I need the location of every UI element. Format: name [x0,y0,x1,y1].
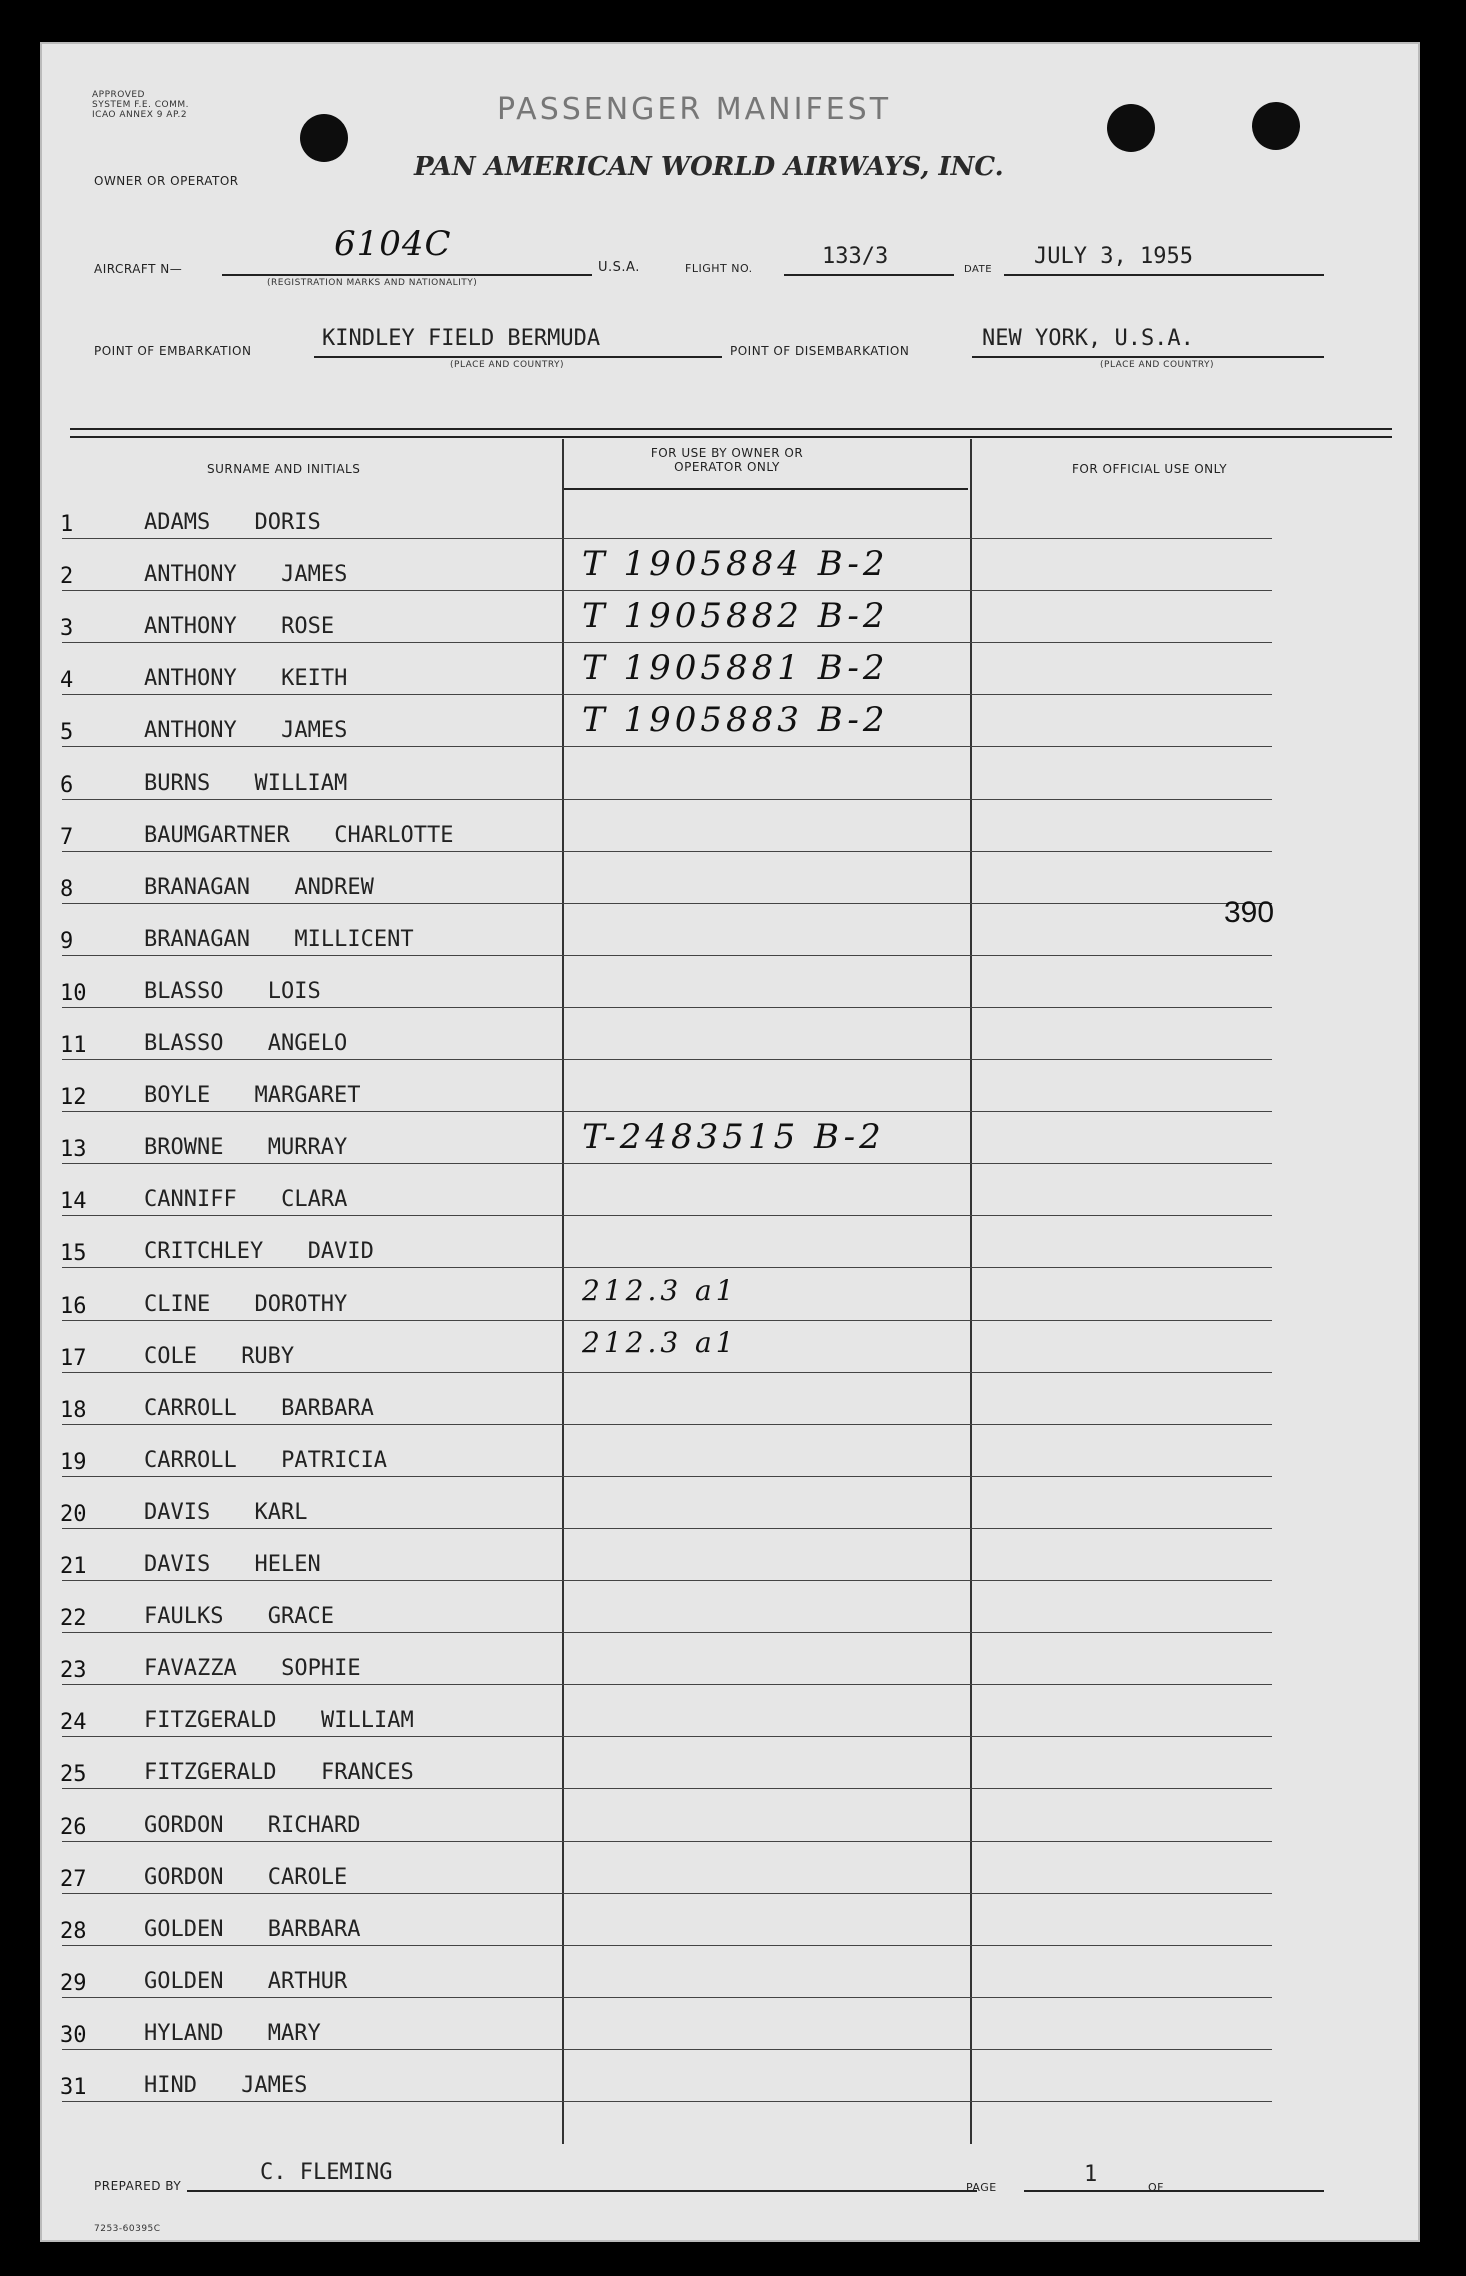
passenger-given-name: RICHARD [267,1812,361,1838]
passenger-given-name: KARL [254,1499,308,1525]
official-note: 390 [1224,896,1275,929]
punch-hole [1107,104,1155,152]
punch-hole [1252,102,1300,150]
row-number: 25 [60,1762,87,1788]
passenger-given-name: DAVID [307,1239,374,1265]
embark-sub: (PLACE AND COUNTRY) [450,360,565,370]
passenger-given-name: KEITH [281,666,348,692]
row-rule [62,1372,1272,1373]
passenger-surname: BURNS [144,770,211,796]
flight-value: 133/3 [822,244,889,269]
row-number: 17 [60,1345,87,1371]
row-number: 18 [60,1397,87,1423]
passenger-surname: ANTHONY [144,666,237,692]
passenger-surname: COLE [144,1343,197,1369]
row-number: 4 [60,668,74,694]
embark-value: KINDLEY FIELD BERMUDA [322,326,601,351]
row-number: 27 [60,1866,87,1892]
row-number: 31 [60,2075,87,2100]
flight-underline [784,274,954,276]
row-rule [62,851,1272,852]
row-rule [62,2049,1272,2050]
owner-use-entry: T 1905884 B-2 [582,544,889,585]
row-number: 24 [60,1710,87,1736]
page-underline [1024,2190,1324,2192]
passenger-surname: BOYLE [144,1083,211,1109]
punch-hole [300,114,348,162]
passenger-surname: DAVIS [144,1552,211,1577]
disembark-label: POINT OF DISEMBARKATION [730,344,910,358]
owner-value: PAN AMERICAN WORLD AIRWAYS, INC. [414,152,1004,182]
passenger-surname: CANNIFF [144,1187,237,1213]
passenger-given-name: RUBY [241,1343,295,1369]
passenger-given-name: WILLIAM [254,770,348,796]
row-number: 3 [60,616,74,642]
header-underline [564,488,968,490]
manifest-page [40,42,1420,2242]
passenger-surname: GOLDEN [144,1916,224,1942]
date-underline [1004,274,1324,276]
page-label: PAGE [966,2181,997,2194]
row-number: 11 [60,1033,87,1058]
passenger-given-name: JAMES [281,718,348,744]
passenger-surname: CRITCHLEY [144,1239,264,1265]
column-header-surname: SURNAME AND INITIALS [207,462,361,476]
passenger-surname: FAULKS [144,1604,224,1630]
row-number: 7 [60,824,74,850]
approval-line: APPROVED [92,90,145,100]
passenger-surname: CLINE [144,1291,211,1317]
passenger-surname: ANTHONY [144,562,237,588]
passenger-given-name: MILLICENT [294,926,414,952]
passenger-given-name: JAMES [281,562,348,588]
row-rule [62,1684,1272,1685]
row-number: 20 [60,1501,87,1527]
owner-label: OWNER OR OPERATOR [94,174,239,188]
aircraft-underline [222,274,592,276]
owner-use-entry: T-2483515 B-2 [582,1117,885,1158]
passenger-given-name: ANGELO [267,1031,348,1056]
row-rule [62,955,1272,956]
row-rule [62,2101,1272,2102]
owner-use-entry: 212.3 a1 [582,1273,738,1307]
row-rule [62,799,1272,800]
row-rule [62,1059,1272,1060]
row-number: 22 [60,1606,87,1632]
prepared-underline [187,2190,977,2192]
passenger-surname: BLASSO [144,978,224,1004]
disembark-value: NEW YORK, U.S.A. [982,326,1194,351]
row-number: 26 [60,1814,87,1840]
passenger-given-name: JAMES [241,2073,308,2098]
row-rule [62,1632,1272,1633]
passenger-given-name: ARTHUR [267,1968,348,1994]
row-number: 10 [60,980,87,1006]
passenger-given-name: MARGARET [254,1083,361,1109]
row-rule [62,1736,1272,1737]
passenger-given-name: MURRAY [267,1135,348,1161]
row-rule [62,1997,1272,1998]
row-rule [62,1528,1272,1529]
embark-label: POINT OF EMBARKATION [94,344,252,358]
passenger-given-name: BARBARA [267,1916,361,1942]
row-rule [62,1111,1272,1112]
passenger-surname: DAVIS [144,1499,211,1525]
row-rule [62,1215,1272,1216]
row-number: 8 [60,876,74,902]
passenger-surname: BAUMGARTNER [144,822,290,848]
passenger-surname: ANTHONY [144,614,237,640]
approval-line: ICAO ANNEX 9 AP.2 [92,110,188,120]
row-rule [62,1893,1272,1894]
passenger-given-name: CLARA [281,1187,348,1213]
flight-label: FLIGHT NO. [685,262,753,275]
owner-use-entry: T 1905883 B-2 [582,700,889,741]
row-rule [62,1424,1272,1425]
passenger-surname: FAVAZZA [144,1656,237,1682]
passenger-given-name: CAROLE [267,1864,348,1890]
passenger-surname: ANTHONY [144,718,237,744]
approval-line: SYSTEM F.E. COMM. [92,100,189,110]
row-rule [62,1007,1272,1008]
passenger-given-name: GRACE [267,1604,335,1630]
passenger-surname: BROWNE [144,1135,224,1161]
row-rule [62,903,1272,904]
date-label: DATE [964,264,993,275]
passenger-surname: FITZGERALD [144,1708,277,1734]
passenger-given-name: ANDREW [294,874,374,900]
row-number: 16 [60,1293,87,1319]
passenger-given-name: SOPHIE [281,1656,361,1682]
passenger-surname: HIND [144,2073,197,2098]
row-rule [62,1320,1272,1321]
row-rule [62,1788,1272,1789]
passenger-given-name: CHARLOTTE [334,822,454,848]
row-number: 23 [60,1658,87,1684]
passenger-surname: FITZGERALD [144,1760,277,1786]
row-rule [62,1267,1272,1268]
passenger-given-name: WILLIAM [321,1708,414,1734]
owner-use-entry: T 1905882 B-2 [582,596,889,637]
row-rule [62,1163,1272,1164]
of-label: OF [1148,2181,1164,2194]
aircraft-sub: (REGISTRATION MARKS AND NATIONALITY) [267,278,478,288]
row-rule [62,1841,1272,1842]
row-rule [62,746,1272,747]
passenger-surname: GORDON [144,1812,224,1838]
passenger-surname: HYLAND [144,2020,224,2046]
approval-stamp [92,90,189,120]
form-number: 7253-60395C [94,2224,161,2234]
passenger-given-name: MARY [267,2020,321,2046]
date-value: JULY 3, 1955 [1034,244,1193,269]
embark-underline [314,356,722,358]
passenger-surname: BLASSO [144,1031,224,1056]
prepared-value: C. FLEMING [260,2160,393,2185]
passenger-surname: CARROLL [144,1395,237,1421]
usa-label: U.S.A. [598,260,640,275]
disembark-sub: (PLACE AND COUNTRY) [1100,360,1215,370]
passenger-given-name: ROSE [281,614,335,640]
table-top-rule [70,428,1392,430]
row-rule [62,1580,1272,1581]
row-number: 30 [60,2022,87,2048]
row-number: 14 [60,1189,87,1215]
passenger-given-name: DOROTHY [254,1291,348,1317]
row-rule [62,590,1272,591]
passenger-given-name: BARBARA [281,1395,374,1421]
row-number: 9 [60,928,74,954]
passenger-given-name: PATRICIA [281,1447,388,1473]
owner-use-entry: 212.3 a1 [582,1325,738,1359]
row-number: 13 [60,1137,87,1163]
aircraft-label: AIRCRAFT N— [94,262,183,276]
column-header-owner-use: FOR USE BY OWNER OR OPERATOR ONLY [650,446,804,474]
row-number: 28 [60,1918,87,1944]
row-rule [62,1945,1272,1946]
passenger-given-name: HELEN [254,1552,321,1577]
passenger-surname: BRANAGAN [144,926,250,952]
aircraft-value: 6104C [334,224,452,264]
page-title: PASSENGER MANIFEST [497,92,892,127]
row-number: 1 [60,512,74,537]
row-rule [62,694,1272,695]
row-rule [62,642,1272,643]
prepared-label: PREPARED BY [94,2179,182,2193]
row-number: 5 [60,720,74,746]
row-rule [62,1476,1272,1477]
row-rule [62,538,1272,539]
row-number: 29 [60,1970,87,1996]
row-number: 12 [60,1085,87,1111]
passenger-given-name: FRANCES [321,1760,414,1786]
passenger-surname: BRANAGAN [144,874,250,900]
passenger-surname: GORDON [144,1864,224,1890]
passenger-given-name: DORIS [254,510,321,535]
passenger-surname: CARROLL [144,1447,237,1473]
passenger-surname: ADAMS [144,510,211,535]
table-top-rule [70,436,1392,438]
column-header-official-use: FOR OFFICIAL USE ONLY [1072,462,1228,476]
row-number: 21 [60,1554,87,1579]
row-number: 6 [60,772,74,798]
row-number: 15 [60,1241,87,1267]
passenger-surname: GOLDEN [144,1968,224,1994]
disembark-underline [972,356,1324,358]
row-number: 19 [60,1449,87,1475]
passenger-given-name: LOIS [267,978,321,1004]
owner-use-entry: T 1905881 B-2 [582,648,889,689]
row-number: 2 [60,564,74,590]
page-value: 1 [1084,2162,1098,2187]
